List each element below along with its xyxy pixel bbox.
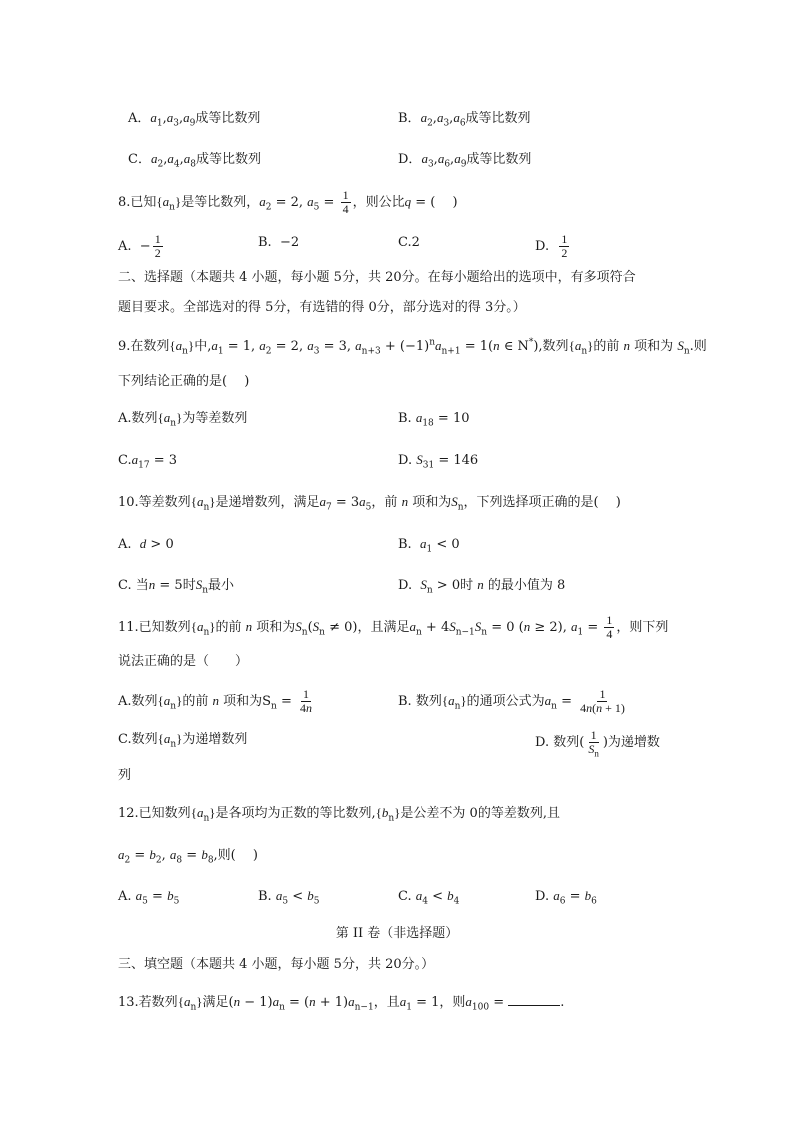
q9-stem: 9.在数列$\{a_n\}$中$,a_1 = 1$, $a_2 = 2$, $a_3 = 3$, $a_{n+3} + (-1)^na_{n+1} = 1(n$ ∈ N*),数列$\{a_n\}$的前 n 项和为 $S_n$.则 bbox=[118, 337, 707, 357]
q10-option-d: D. $S_n > 0$时 n 的最小值为 8 bbox=[398, 577, 566, 596]
q10-option-a: A. d > 0 bbox=[118, 536, 174, 552]
section2-line1: 二、选择题（本题共 4 小题，每小题 5分，共 20分。在每小题给出的选项中，有多项符合 bbox=[118, 270, 636, 285]
q12-option-a: A. $a_5 = b_5$ bbox=[118, 888, 180, 907]
part2-title: 第 II 卷（非选择题） bbox=[335, 926, 459, 941]
q8-option-a: A. − $\frac{1}{2}$ bbox=[118, 232, 161, 260]
q12-option-b: B. $a_5 < b_5$ bbox=[258, 888, 320, 907]
q11-option-d: D. 数列( $\frac{1}{S_n}$ )为递增数 bbox=[535, 728, 660, 759]
q11-option-c: C.数列$\{a_n\}$为递增数列 bbox=[118, 731, 248, 750]
q12-stem: 12.已知数列$\{a_n\}$是各项均为正数的等比数列$,\{b_n\}$是公差不为 0的等差数列,且 bbox=[118, 805, 560, 824]
q8-option-c: C.2 bbox=[398, 235, 420, 250]
q11-line2: 说法正确的是（ ） bbox=[118, 654, 249, 669]
q7-option-c: C．$a_2,a_4,a_8$成等比数列 bbox=[128, 151, 261, 170]
q11-option-a: A.数列$\{a_n\}$的前 n 项和为$S_n$ = $\frac{1}{4n}$ bbox=[118, 687, 313, 715]
q7-option-a: A．$a_1,a_3,a_9$成等比数列 bbox=[128, 110, 261, 129]
q8-option-d: D. $\frac{1}{2}$ bbox=[535, 232, 568, 260]
q8-stem: 8.已知$\{a_n\}$是等比数列，$a_2 = 2$, $a_5$ = $\frac{1}{4}$ ，则公比q = ( ) bbox=[118, 188, 458, 216]
q7-option-b: B．$a_2,a_3,a_6$成等比数列 bbox=[398, 110, 531, 129]
q13-answer-blank[interactable] bbox=[508, 993, 560, 1006]
q9-option-d: D. $S_{31} = 146$ bbox=[398, 452, 479, 471]
q8-option-b: B. −2 bbox=[258, 235, 300, 250]
q9-option-c: $C.a_{17} = 3$ bbox=[118, 452, 178, 471]
section2-line2: 题目要求。全部选对的得 5分，有选错的得 0分，部分选对的得 3分。） bbox=[118, 300, 526, 315]
q10-option-b: B. $a_1 < 0$ bbox=[398, 536, 460, 555]
q13-stem: 13.若数列$\{a_n\}$满足$(n - 1)a_n = (n + 1)a_{n-1}$，且$a_1 = 1$，则$a_{100}$ = . bbox=[118, 994, 565, 1013]
q11-stem: 11.已知数列$\{a_n\}$的前 n 项和为$S_n(S_n \ne 0)$，且满足$a_n + 4S_{n-1}S_n = 0$ (n ≥ 2), $a_1$ = $\frac{1}{4}$ ，则下列 bbox=[118, 613, 669, 641]
q12-option-d: D. $a_6 = b_6$ bbox=[535, 888, 597, 907]
q12-option-c: C. $a_4 < b_4$ bbox=[398, 888, 460, 907]
q10-option-c: C. 当n = 5时$S_n$最小 bbox=[118, 577, 235, 596]
q11-option-b: B. 数列$\{a_n\}$的通项公式为$a_n$ = $\frac{1}{4n(n + 1)}$ bbox=[398, 687, 625, 715]
q7-option-d: D．$a_3,a_6,a_9$成等比数列 bbox=[398, 151, 532, 170]
q10-stem: 10.等差数列$\{a_n\}$是递增数列，满足$a_7 = 3a_5$，前 n 项和为$S_n$，下列选择项正确的是( ) bbox=[118, 494, 621, 513]
q12-line2: $a_2 = b_2$, $a_8 = b_8$,则( ) bbox=[118, 847, 258, 866]
q9-option-a: A.数列$\{a_n\}$为等差数列 bbox=[118, 410, 248, 429]
q9-option-b: B. $a_{18} = 10$ bbox=[398, 410, 470, 429]
q9-line2: 下列结论正确的是( ) bbox=[118, 374, 250, 389]
section3-heading: 三、填空题（本题共 4 小题，每小题 5分，共 20分。） bbox=[118, 957, 435, 972]
q11-option-d-wrap: 列 bbox=[118, 768, 132, 783]
